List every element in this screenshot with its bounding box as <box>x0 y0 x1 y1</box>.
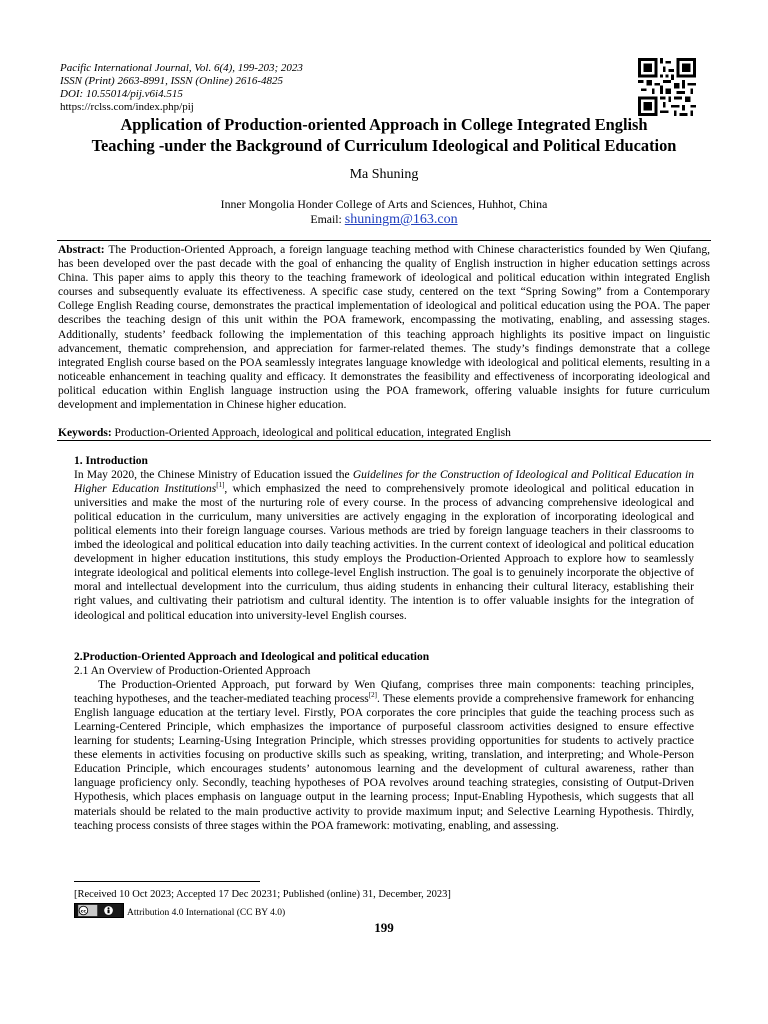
author-affiliation-block <box>0 197 768 227</box>
qr-code-icon <box>636 58 698 116</box>
journal-citation: Pacific International Journal, Vol. 6(4), 199-203; 2023 <box>60 62 303 74</box>
email-line <box>0 212 768 227</box>
author-name: Ma Shuning <box>349 167 419 182</box>
cc-by-license-icon[interactable] <box>74 903 124 918</box>
license-text: Attribution 4.0 International (CC BY 4.0) <box>127 908 286 918</box>
section-introduction <box>74 454 694 623</box>
subsection-heading-2-1: 2.1 An Overview of Production-Oriented Approach <box>74 665 311 678</box>
citation-ref-1[interactable]: [1] <box>216 481 225 490</box>
journal-header <box>60 62 303 114</box>
journal-url[interactable]: https://rclss.com/index.php/pij <box>60 101 194 113</box>
keywords-label: Keywords: <box>58 427 112 439</box>
email-link[interactable]: shuningm@163.con <box>344 212 458 227</box>
title-line-2: Teaching -under the Background of Curriculum Ideological and Political Education <box>91 136 677 155</box>
guidelines-title: Guidelines for the Construction of Ideological and Political Education in Higher Education Institutions <box>74 469 694 496</box>
affiliation: Inner Mongolia Honder College of Arts and Sciences, Huhhot, China <box>220 197 548 211</box>
section-2-paragraph: The Production-Oriented Approach, put forward by Wen Qiufang, comprises three main components: teaching principles, teaching hypotheses, and the teacher-mediated teaching process[2]. These elements provide a comprehensive framework for enhancing English language education at the tertiary level. Firstly, POA corporates the core principles that guide the teaching process such as Learning-Centered Principle, which emphasizes the importance of purposeful classroom activities designed to ensure effective learning for students; Learning-Using Integration Principle, which stresses providing opportunities for students to actively practice these elements in activities focusing on productive skills such as speaking, writing, translation, and interpreting; and Whole-Person Education Principle, which encourages students’ autonomous learning and the development of cultural awareness, rather than language proficiency only. Secondly, teaching hypotheses of POA revolves around teaching strategies, consisting of Output-Driven Hypothesis, which places emphasis on language output in the learning process; Input-Enabling Hypothesis, which suggests that all materials should be related to the main productive activity to provide maximum input; and Selective Learning Hypothesis. Thirdly, teaching process consists of three stages within the POA framework: motivating, enabling, and assessing. <box>74 679 694 832</box>
svg-text:cc: cc <box>80 909 87 915</box>
section-poa <box>74 650 694 833</box>
title-line-1: Application of Production-oriented Approach in College Integrated English <box>120 115 648 134</box>
page-number: 199 <box>374 920 394 935</box>
keywords-text: Production-Oriented Approach, ideological and political education, integrated English <box>111 427 511 439</box>
abstract <box>58 243 710 412</box>
section-heading-2: 2.Production-Oriented Approach and Ideological and political education <box>74 651 430 663</box>
footnote-rule <box>74 881 260 882</box>
journal-issn: ISSN (Print) 2663-8991, ISSN (Online) 2616-4825 <box>60 75 284 87</box>
citation-ref-2[interactable]: [2] <box>368 691 377 700</box>
section-heading-1: 1. Introduction <box>74 455 148 467</box>
received-dates: [Received 10 Oct 2023; Accepted 17 Dec 20231; Published (online) 31, December, 2023] <box>74 889 451 900</box>
abstract-bottom-rule <box>57 440 711 441</box>
abstract-label: Abstract: <box>58 244 105 256</box>
section-1-paragraph: In May 2020, the Chinese Ministry of Education issued the Guidelines for the Construction of Ideological and Political Education in Higher Education Institutions[1], which emphasized the need to comprehensively promote ideological and political education in universities and make the most of the nurturing role of every course. In the process of advancing comprehensive ideological and political education in the curriculum, many universities are actively engaging in the exploration of incorporating ideological and political elements into their foreign language courses. Various methods are tried by foreign language teachers in their classrooms to imbed the ideological and political education into daily teaching activities. In the current context of ideological and political education development in higher education institutions, this study employs the Production-Oriented Approach to explore how to seamlessly integrate ideological and political elements into college-level English instruction. The goal is to genuinely incorporate the objective of moral and intellectual development into the curriculum, thus aiding students in enhancing their cultural literacy, establishing their right values, and cultivating their patriotism and cultural identity. The intention is to offer valuable insights for the integration of ideological and political education into university-level English courses. <box>74 469 695 622</box>
article-title <box>40 114 728 156</box>
abstract-text: The Production-Oriented Approach, a foreign language teaching method with Chinese characteristics founded by Wen Qiufang, has been developed over the past decade with the goal of enhancing the quality of English instruction in higher education settings across China. This paper aims to apply this theory to the teaching framework of ideological and political education within integrated English courses and subsequently evaluate its effectiveness. A specific case study, centered on the text “Spring Sowing” from a Contemporary College English Reading course, demonstrates the practical implementation of ideological and political education using the POA. The paper describes the teaching design of this unit within the POA framework, encompassing the motivating, enabling, and assessing stages. Additionally, students’ feedback following the implementation of this teaching approach highlights its positive impact on linguistic advancement, thematic comprehension, and appreciation for farmer-related themes. The study’s findings demonstrate that a college integrated English course based on the POA seamlessly integrates language knowledge with ideological and political elements, resulting in a noticeable enhancement in teaching quality and efficacy. It demonstrates the feasibility and effectiveness of incorporating ideological and political education within English language instruction using the POA framework, offering valuable insights for future curriculum development and implementation in Chinese higher education. <box>58 244 710 412</box>
abstract-top-rule <box>57 240 711 241</box>
journal-doi: DOI: 10.55014/pij.v6i4.515 <box>60 88 183 100</box>
keywords <box>58 426 710 440</box>
email-label: Email: <box>310 212 345 226</box>
